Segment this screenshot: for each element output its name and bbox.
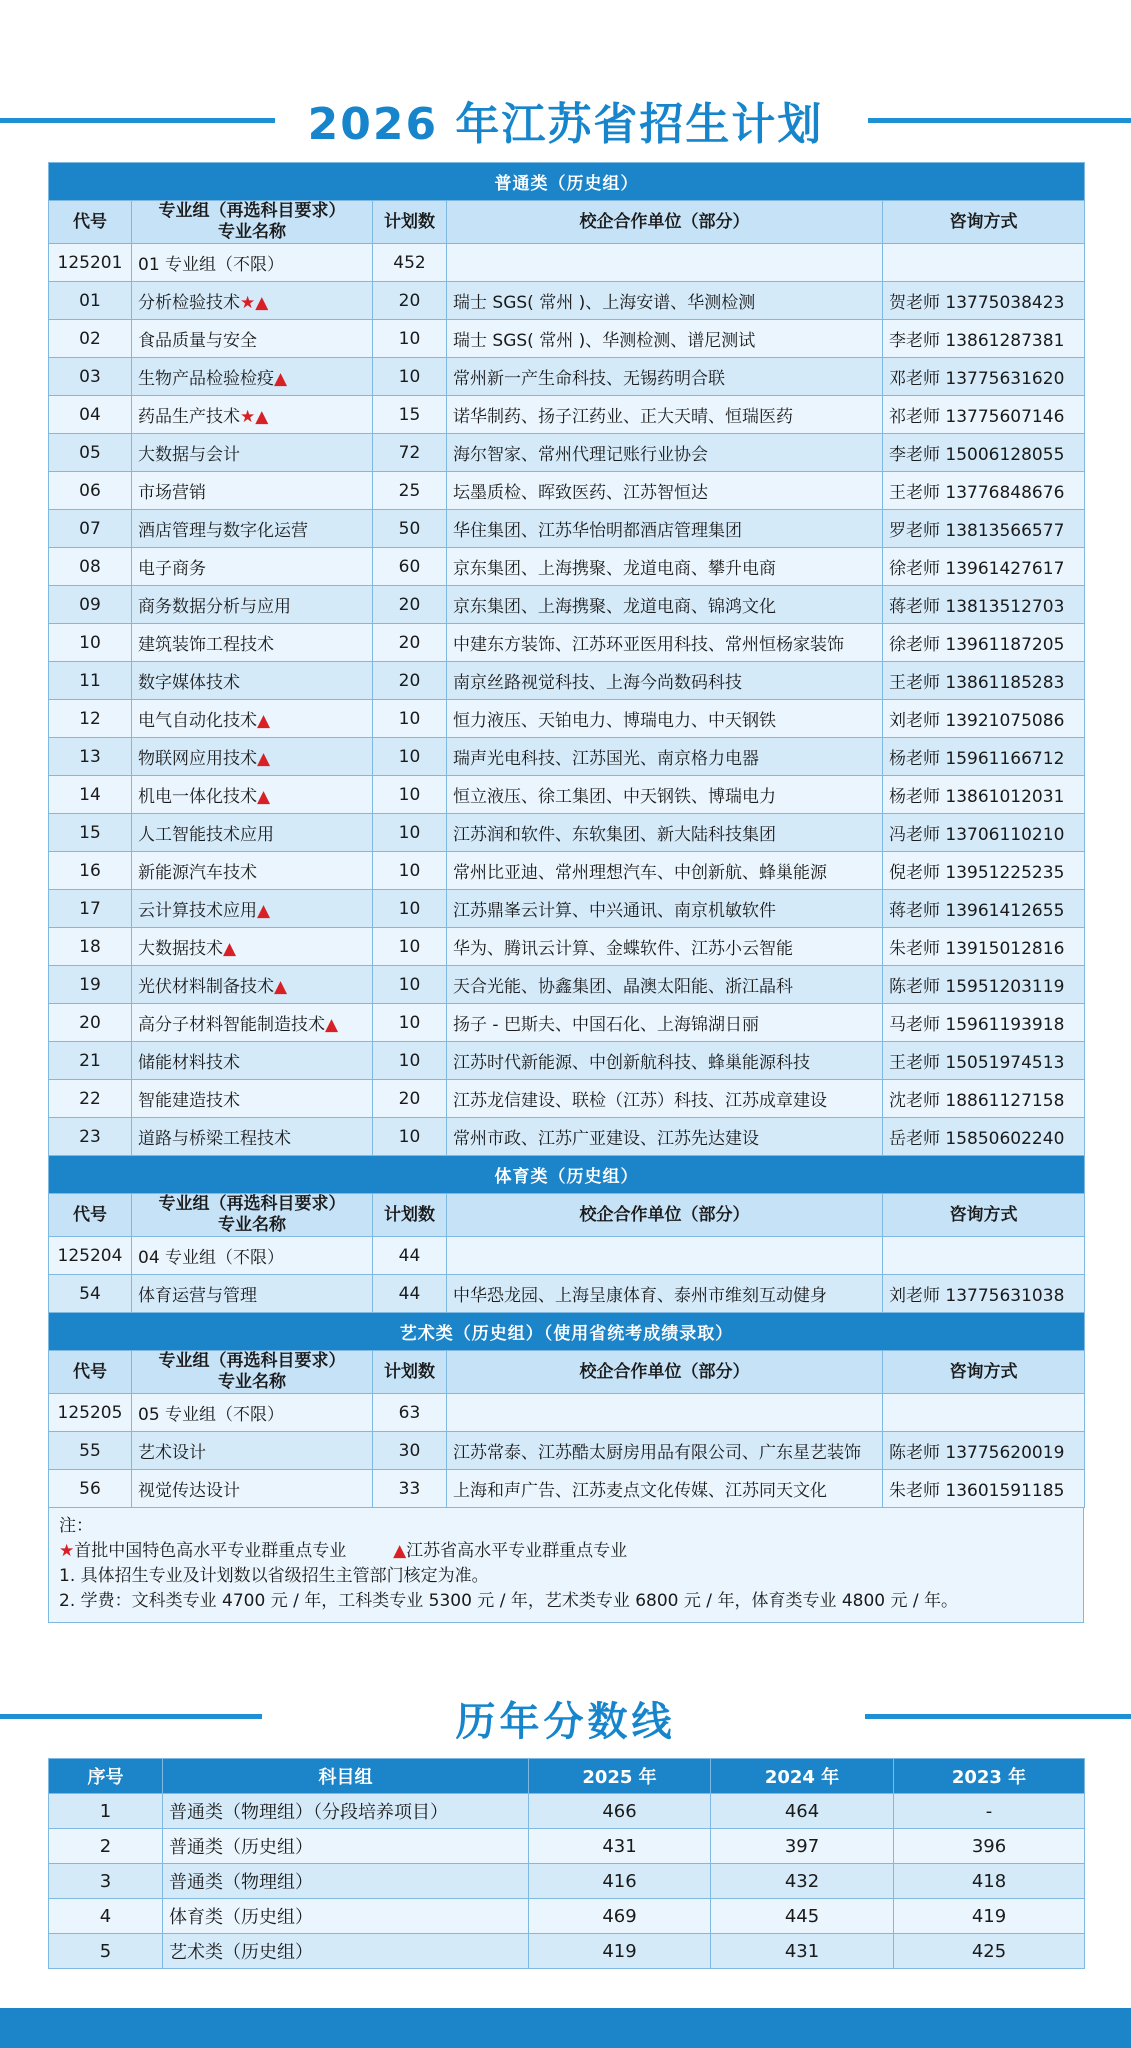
major-name: 物联网应用技术 [138, 749, 257, 769]
scores-header-row [49, 1759, 1085, 1794]
scores-title: 历年分数线 [455, 1698, 676, 1745]
major-partners: 瑞士 SGS( 常州 )、上海安谱、华测检测 [447, 282, 883, 320]
major-quota: 60 [373, 548, 447, 586]
major-name: 数字媒体技术 [138, 673, 240, 693]
major-cell [132, 776, 373, 814]
score-2023: 396 [894, 1829, 1085, 1864]
major-code: 09 [49, 586, 132, 624]
major-cell [132, 472, 373, 510]
major-partners: 京东集团、上海携聚、龙道电商、锦鸿文化 [447, 586, 883, 624]
major-cell [132, 1275, 373, 1313]
major-contact: 王老师 13861185283 [883, 662, 1085, 700]
major-quota: 15 [373, 396, 447, 434]
table-row [49, 738, 1085, 776]
major-code: 08 [49, 548, 132, 586]
major-cell [132, 1118, 373, 1156]
major-name: 云计算技术应用 [138, 901, 257, 921]
table-row [49, 662, 1085, 700]
score-2025: 416 [529, 1864, 711, 1899]
major-partners: 恒力液压、天铂电力、博瑞电力、中天钢铁 [447, 700, 883, 738]
major-quota: 20 [373, 662, 447, 700]
major-partners: 华住集团、江苏华怡明都酒店管理集团 [447, 510, 883, 548]
scores-header-2024: 2024 年 [711, 1759, 894, 1794]
major-partners: 恒立液压、徐工集团、中天钢铁、博瑞电力 [447, 776, 883, 814]
star-legend-text: 首批中国特色高水平专业群重点专业 [74, 1541, 347, 1561]
col-code: 代号 [49, 1194, 132, 1237]
table-row [49, 282, 1085, 320]
major-quota: 10 [373, 890, 447, 928]
table-row [49, 776, 1085, 814]
table-row [49, 1080, 1085, 1118]
major-code: 14 [49, 776, 132, 814]
major-cell [132, 700, 373, 738]
note-line-2: 2. 学费：文科类专业 4700 元 / 年，工科类专业 5300 元 / 年，艺术类专业 6800 元 / 年，体育类专业 4800 元 / 年。 [59, 1591, 959, 1611]
col-quota: 计划数 [373, 201, 447, 244]
major-code: 17 [49, 890, 132, 928]
table-row [49, 320, 1085, 358]
major-name: 道路与桥梁工程技术 [138, 1129, 291, 1149]
score-2023: - [894, 1794, 1085, 1829]
major-partners: 中华恐龙园、上海呈康体育、泰州市维刻互动健身 [447, 1275, 883, 1313]
major-contact: 朱老师 13915012816 [883, 928, 1085, 966]
scores-header-group: 科目组 [163, 1759, 529, 1794]
major-cell [132, 434, 373, 472]
major-name: 大数据技术 [138, 939, 223, 959]
triangle-icon: ▲ [255, 293, 269, 313]
major-contact: 倪老师 13951225235 [883, 852, 1085, 890]
scores-header-index: 序号 [49, 1759, 163, 1794]
major-name: 生物产品检验检疫 [138, 369, 274, 389]
score-row [49, 1899, 1085, 1934]
major-name: 商务数据分析与应用 [138, 597, 291, 617]
major-cell [132, 320, 373, 358]
major-partners: 常州新一产生命科技、无锡药明合联 [447, 358, 883, 396]
score-group: 艺术类（历史组） [163, 1934, 529, 1969]
triangle-icon: ▲ [255, 407, 269, 427]
score-index: 1 [49, 1794, 163, 1829]
table-row [49, 472, 1085, 510]
table-row [49, 852, 1085, 890]
major-quota: 10 [373, 320, 447, 358]
major-cell [132, 510, 373, 548]
major-quota: 20 [373, 586, 447, 624]
major-contact: 马老师 15961193918 [883, 1004, 1085, 1042]
major-contact: 岳老师 15850602240 [883, 1118, 1085, 1156]
major-quota: 50 [373, 510, 447, 548]
col-quota: 计划数 [373, 1351, 447, 1394]
major-code: 01 [49, 282, 132, 320]
major-name: 高分子材料智能制造技术 [138, 1015, 325, 1035]
triangle-legend-text: 江苏省高水平专业群重点专业 [406, 1541, 628, 1561]
score-index: 5 [49, 1934, 163, 1969]
table-row [49, 1118, 1085, 1156]
score-2025: 466 [529, 1794, 711, 1829]
major-code: 21 [49, 1042, 132, 1080]
notes-label: 注： [59, 1516, 93, 1536]
enrollment-plan-table [48, 162, 1085, 1508]
major-partners: 江苏润和软件、东软集团、新大陆科技集团 [447, 814, 883, 852]
table-row [49, 434, 1085, 472]
col-group [132, 201, 373, 244]
triangle-icon: ▲ [274, 977, 288, 997]
major-code: 06 [49, 472, 132, 510]
major-name: 体育运营与管理 [138, 1286, 257, 1306]
col-group-line1: 专业组（再选科目要求） [158, 1194, 346, 1214]
col-quota: 计划数 [373, 1194, 447, 1237]
major-name: 电子商务 [138, 559, 206, 579]
triangle-icon: ▲ [274, 369, 288, 389]
major-name: 储能材料技术 [138, 1053, 240, 1073]
score-2023: 419 [894, 1899, 1085, 1934]
table-row [49, 966, 1085, 1004]
major-cell [132, 1470, 373, 1508]
star-icon: ★ [240, 407, 256, 427]
major-quota: 72 [373, 434, 447, 472]
major-code: 19 [49, 966, 132, 1004]
page-title: 2026 年江苏省招生计划 [307, 99, 824, 150]
major-name: 电气自动化技术 [138, 711, 257, 731]
column-header-row [49, 1351, 1085, 1394]
major-name: 机电一体化技术 [138, 787, 257, 807]
major-partners: 江苏鼎峯云计算、中兴通讯、南京机敏软件 [447, 890, 883, 928]
major-quota: 10 [373, 776, 447, 814]
col-group-line1: 专业组（再选科目要求） [158, 1351, 346, 1371]
major-name: 建筑装饰工程技术 [138, 635, 274, 655]
major-partners: 江苏常泰、江苏酷太厨房用品有限公司、广东星艺装饰 [447, 1432, 883, 1470]
major-code: 05 [49, 434, 132, 472]
col-code: 代号 [49, 1351, 132, 1394]
table-row [49, 548, 1085, 586]
score-row [49, 1934, 1085, 1969]
major-quota: 10 [373, 700, 447, 738]
section-title: 艺术类（历史组）（使用省统考成绩录取） [49, 1313, 1085, 1351]
score-index: 3 [49, 1864, 163, 1899]
major-contact: 刘老师 13921075086 [883, 700, 1085, 738]
major-name: 视觉传达设计 [138, 1481, 240, 1501]
group-quota: 44 [373, 1237, 447, 1275]
major-code: 07 [49, 510, 132, 548]
major-cell [132, 738, 373, 776]
table-row [49, 396, 1085, 434]
major-name: 酒店管理与数字化运营 [138, 521, 308, 541]
scores-header-2025: 2025 年 [529, 1759, 711, 1794]
score-group: 体育类（历史组） [163, 1899, 529, 1934]
table-row [49, 890, 1085, 928]
major-partners: 江苏时代新能源、中创新航科技、蜂巢能源科技 [447, 1042, 883, 1080]
score-row [49, 1864, 1085, 1899]
major-partners: 瑞士 SGS( 常州 )、华测检测、谱尼测试 [447, 320, 883, 358]
major-name: 人工智能技术应用 [138, 825, 274, 845]
section-header [49, 1156, 1085, 1194]
score-index: 2 [49, 1829, 163, 1864]
table-row [49, 1004, 1085, 1042]
col-group [132, 1194, 373, 1237]
major-partners: 常州市政、江苏广亚建设、江苏先达建设 [447, 1118, 883, 1156]
major-name: 智能建造技术 [138, 1091, 240, 1111]
section-header [49, 163, 1085, 201]
group-code: 125201 [49, 244, 132, 282]
score-2025: 431 [529, 1829, 711, 1864]
table-row [49, 1470, 1085, 1508]
major-contact: 刘老师 13775631038 [883, 1275, 1085, 1313]
major-partners: 华为、腾讯云计算、金蝶软件、江苏小云智能 [447, 928, 883, 966]
group-row [49, 244, 1085, 282]
bottom-bar [0, 2008, 1131, 2048]
major-code: 03 [49, 358, 132, 396]
major-partners: 瑞声光电科技、江苏国光、南京格力电器 [447, 738, 883, 776]
major-partners: 江苏龙信建设、联检（江苏）科技、江苏成章建设 [447, 1080, 883, 1118]
table-row [49, 1042, 1085, 1080]
major-partners: 诺华制药、扬子江药业、正大天晴、恒瑞医药 [447, 396, 883, 434]
major-contact: 王老师 13776848676 [883, 472, 1085, 510]
major-quota: 10 [373, 1118, 447, 1156]
column-header-row [49, 1194, 1085, 1237]
major-cell [132, 624, 373, 662]
col-contact: 咨询方式 [883, 201, 1085, 244]
table-row [49, 586, 1085, 624]
group-contact [883, 244, 1085, 282]
triangle-icon: ▲ [257, 749, 271, 769]
section-title: 体育类（历史组） [49, 1156, 1085, 1194]
group-partners [447, 244, 883, 282]
major-code: 15 [49, 814, 132, 852]
major-partners: 上海和声广告、江苏麦点文化传媒、江苏同天文化 [447, 1470, 883, 1508]
major-cell [132, 662, 373, 700]
major-contact: 杨老师 15961166712 [883, 738, 1085, 776]
major-cell [132, 1080, 373, 1118]
major-contact: 陈老师 15951203119 [883, 966, 1085, 1004]
table-row [49, 1275, 1085, 1313]
major-name: 大数据与会计 [138, 445, 240, 465]
major-name: 分析检验技术 [138, 293, 240, 313]
star-icon: ★ [240, 293, 256, 313]
major-code: 02 [49, 320, 132, 358]
major-code: 11 [49, 662, 132, 700]
score-2025: 469 [529, 1899, 711, 1934]
major-quota: 10 [373, 1004, 447, 1042]
major-contact: 李老师 15006128055 [883, 434, 1085, 472]
note-line-1: 1. 具体招生专业及计划数以省级招生主管部门核定为准。 [59, 1566, 489, 1586]
score-2025: 419 [529, 1934, 711, 1969]
triangle-icon: ▲ [257, 901, 271, 921]
score-2024: 431 [711, 1934, 894, 1969]
group-name: 05 专业组（不限） [132, 1394, 373, 1432]
major-cell [132, 1004, 373, 1042]
score-row [49, 1794, 1085, 1829]
star-icon: ★ [59, 1541, 75, 1561]
major-partners: 坛墨质检、晖致医药、江苏智恒达 [447, 472, 883, 510]
major-name: 艺术设计 [138, 1443, 206, 1463]
table-row [49, 814, 1085, 852]
major-cell [132, 586, 373, 624]
major-quota: 44 [373, 1275, 447, 1313]
score-group: 普通类（历史组） [163, 1829, 529, 1864]
major-quota: 20 [373, 1080, 447, 1118]
notes [48, 1508, 1084, 1623]
major-code: 54 [49, 1275, 132, 1313]
major-code: 20 [49, 1004, 132, 1042]
triangle-icon: ▲ [257, 711, 271, 731]
scores [48, 1758, 1084, 1969]
major-cell [132, 852, 373, 890]
major-contact: 祁老师 13775607146 [883, 396, 1085, 434]
major-partners: 常州比亚迪、常州理想汽车、中创新航、蜂巢能源 [447, 852, 883, 890]
major-quota: 10 [373, 928, 447, 966]
major-contact: 罗老师 13813566577 [883, 510, 1085, 548]
major-partners: 中建东方装饰、江苏环亚医用科技、常州恒杨家装饰 [447, 624, 883, 662]
major-name: 食品质量与安全 [138, 331, 257, 351]
major-cell [132, 966, 373, 1004]
group-contact [883, 1394, 1085, 1432]
group-quota: 63 [373, 1394, 447, 1432]
major-cell [132, 890, 373, 928]
major-contact: 冯老师 13706110210 [883, 814, 1085, 852]
table-row [49, 624, 1085, 662]
major-partners: 海尔智家、常州代理记账行业协会 [447, 434, 883, 472]
major-code: 10 [49, 624, 132, 662]
scores-header-2023: 2023 年 [894, 1759, 1085, 1794]
major-partners: 南京丝路视觉科技、上海今尚数码科技 [447, 662, 883, 700]
major-cell [132, 548, 373, 586]
major-cell [132, 928, 373, 966]
col-partners: 校企合作单位（部分） [447, 201, 883, 244]
col-group-line1: 专业组（再选科目要求） [158, 201, 346, 221]
triangle-icon: ▲ [257, 787, 271, 807]
major-name: 药品生产技术 [138, 407, 240, 427]
score-2024: 432 [711, 1864, 894, 1899]
major-contact: 徐老师 13961427617 [883, 548, 1085, 586]
major-code: 13 [49, 738, 132, 776]
major-partners: 京东集团、上海携聚、龙道电商、攀升电商 [447, 548, 883, 586]
col-partners: 校企合作单位（部分） [447, 1194, 883, 1237]
major-name: 光伏材料制备技术 [138, 977, 274, 997]
major-code: 23 [49, 1118, 132, 1156]
major-quota: 10 [373, 852, 447, 890]
major-contact: 蒋老师 13961412655 [883, 890, 1085, 928]
major-quota: 10 [373, 814, 447, 852]
group-quota: 452 [373, 244, 447, 282]
major-contact: 王老师 15051974513 [883, 1042, 1085, 1080]
major-contact: 蒋老师 13813512703 [883, 586, 1085, 624]
triangle-icon: ▲ [223, 939, 237, 959]
col-group-line2: 专业名称 [218, 222, 286, 242]
major-quota: 33 [373, 1470, 447, 1508]
table-row [49, 510, 1085, 548]
group-name: 01 专业组（不限） [132, 244, 373, 282]
major-quota: 20 [373, 624, 447, 662]
major-code: 55 [49, 1432, 132, 1470]
section-header [49, 1313, 1085, 1351]
col-partners: 校企合作单位（部分） [447, 1351, 883, 1394]
major-cell [132, 282, 373, 320]
score-group: 普通类（物理组） [163, 1864, 529, 1899]
score-2024: 445 [711, 1899, 894, 1934]
major-partners: 扬子 - 巴斯夫、中国石化、上海锦湖日丽 [447, 1004, 883, 1042]
major-quota: 25 [373, 472, 447, 510]
major-code: 12 [49, 700, 132, 738]
major-code: 56 [49, 1470, 132, 1508]
major-contact: 贺老师 13775038423 [883, 282, 1085, 320]
enrollment-plan [48, 162, 1084, 1623]
notes-legend [59, 1539, 1073, 1564]
col-contact: 咨询方式 [883, 1194, 1085, 1237]
group-code: 125205 [49, 1394, 132, 1432]
group-name: 04 专业组（不限） [132, 1237, 373, 1275]
table-row [49, 928, 1085, 966]
major-contact: 陈老师 13775620019 [883, 1432, 1085, 1470]
scores-table [48, 1758, 1085, 1969]
triangle-icon: ▲ [393, 1541, 407, 1561]
score-2024: 464 [711, 1794, 894, 1829]
major-name: 新能源汽车技术 [138, 863, 257, 883]
col-group-line2: 专业名称 [218, 1215, 286, 1235]
col-code: 代号 [49, 201, 132, 244]
col-group-line2: 专业名称 [218, 1372, 286, 1392]
group-code: 125204 [49, 1237, 132, 1275]
table-row [49, 1432, 1085, 1470]
major-contact: 沈老师 18861127158 [883, 1080, 1085, 1118]
score-index: 4 [49, 1899, 163, 1934]
major-contact: 朱老师 13601591185 [883, 1470, 1085, 1508]
triangle-icon: ▲ [325, 1015, 339, 1035]
col-group [132, 1351, 373, 1394]
score-group: 普通类（物理组）（分段培养项目） [163, 1794, 529, 1829]
major-contact: 李老师 13861287381 [883, 320, 1085, 358]
score-2024: 397 [711, 1829, 894, 1864]
major-name: 市场营销 [138, 483, 206, 503]
major-quota: 20 [373, 282, 447, 320]
major-cell [132, 358, 373, 396]
major-cell [132, 814, 373, 852]
major-quota: 30 [373, 1432, 447, 1470]
major-code: 04 [49, 396, 132, 434]
major-quota: 10 [373, 1042, 447, 1080]
major-quota: 10 [373, 738, 447, 776]
major-contact: 杨老师 13861012031 [883, 776, 1085, 814]
group-row [49, 1394, 1085, 1432]
major-cell [132, 1432, 373, 1470]
major-cell [132, 1042, 373, 1080]
group-contact [883, 1237, 1085, 1275]
major-contact: 邓老师 13775631620 [883, 358, 1085, 396]
table-row [49, 700, 1085, 738]
section-title: 普通类（历史组） [49, 163, 1085, 201]
column-header-row [49, 201, 1085, 244]
major-contact: 徐老师 13961187205 [883, 624, 1085, 662]
major-quota: 10 [373, 966, 447, 1004]
table-row [49, 358, 1085, 396]
score-2023: 425 [894, 1934, 1085, 1969]
group-partners [447, 1394, 883, 1432]
col-contact: 咨询方式 [883, 1351, 1085, 1394]
major-quota: 10 [373, 358, 447, 396]
major-code: 16 [49, 852, 132, 890]
score-row [49, 1829, 1085, 1864]
group-partners [447, 1237, 883, 1275]
group-row [49, 1237, 1085, 1275]
major-cell [132, 396, 373, 434]
major-code: 18 [49, 928, 132, 966]
major-partners: 天合光能、协鑫集团、晶澳太阳能、浙江晶科 [447, 966, 883, 1004]
score-2023: 418 [894, 1864, 1085, 1899]
major-code: 22 [49, 1080, 132, 1118]
